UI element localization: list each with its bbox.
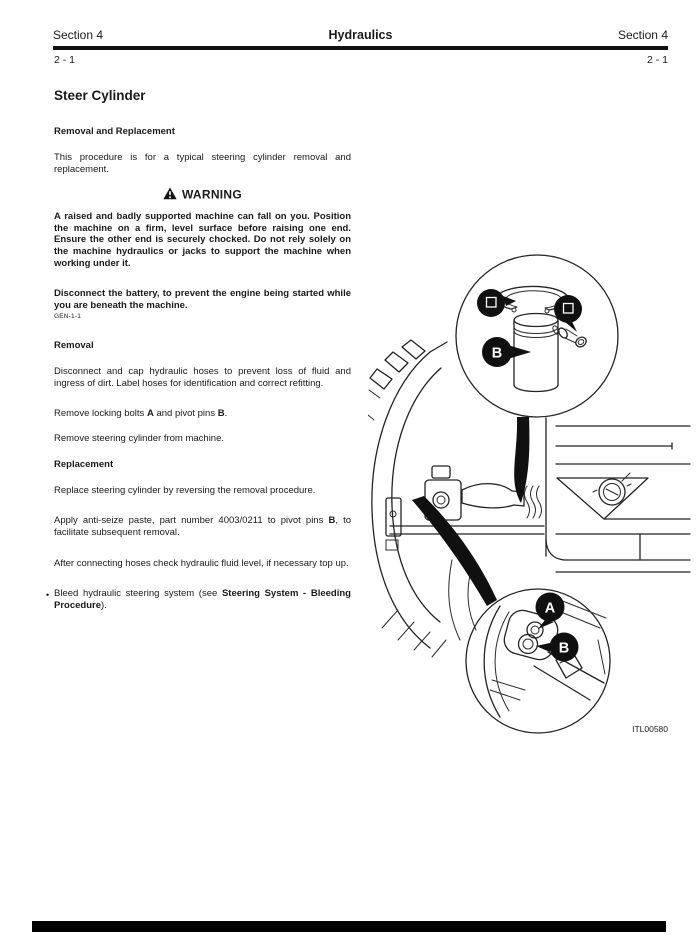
replacement-paragraph-3: After connecting hoses check hydraulic fluid level, if necessary top up. <box>54 557 349 569</box>
leader-swoosh-bottom <box>412 496 497 606</box>
callout-placeholder-balloon-left <box>477 289 516 317</box>
callout-b-top-balloon <box>482 337 531 367</box>
header-chapter-title: Hydraulics <box>328 28 393 42</box>
warning-paragraph-2: Disconnect the battery, to prevent the engine being started while you are beneath the machine. <box>54 288 351 312</box>
header-section-left: Section 4 <box>53 28 104 42</box>
text-segment: and pivot pins <box>153 408 218 420</box>
footer-rule <box>32 921 666 932</box>
header-rule <box>53 46 668 50</box>
page-number-row <box>53 54 668 67</box>
warning-reference-code: GEN-1-1 <box>54 312 82 320</box>
text-segment: Bleed hydraulic steering system (see <box>54 588 222 600</box>
heading-removal-and-replacement: Removal and Replacement <box>54 126 175 137</box>
header-section-right: Section 4 <box>617 28 668 42</box>
replacement-paragraph-1: Replace steering cylinder by reversing the removal procedure. <box>54 484 316 496</box>
page-number-left: 2 - 1 <box>54 54 76 66</box>
leader-swoosh-top <box>514 417 529 503</box>
steer-cylinder-illustration <box>368 250 693 745</box>
chassis-frame <box>546 418 690 572</box>
removal-paragraph-1: Disconnect and cap hydraulic hoses to prevent loss of fluid and ingress of dirt. Label hoses for identification and correct refitting. <box>54 365 351 389</box>
page-number-right: 2 - 1 <box>646 54 668 66</box>
warning-paragraph-1: A raised and badly supported machine can fall on you. Position the machine on a firm, level surface before raising one end. Ensure the other end is securely chocked. Do not rely solely on the machine hydraulics or jacks to support the machine when working under it. <box>54 210 351 269</box>
heading-removal: Removal <box>54 339 94 351</box>
text-segment: ). <box>101 600 107 612</box>
figure-code: ITL00580 <box>632 724 668 734</box>
callout-b-bottom-balloon <box>536 633 579 662</box>
callout-ref-a: A <box>146 408 154 420</box>
bullet-marker: • <box>46 590 50 601</box>
warning-triangle-icon <box>163 187 177 200</box>
intro-paragraph: This procedure is for a typical steering cylinder removal and replacement. <box>54 152 351 175</box>
warning-label: WARNING <box>181 187 243 202</box>
page-header <box>53 28 668 44</box>
replacement-paragraph-4 <box>46 588 351 612</box>
replacement-paragraph-2 <box>54 515 351 538</box>
text-segment: , to facilitate subsequent removal. <box>54 515 351 539</box>
callout-b-bottom-label: B <box>558 640 570 657</box>
cylinder-end-inset <box>466 589 610 733</box>
callout-ref-b: B <box>328 515 336 527</box>
text-segment: Remove locking bolts <box>54 408 147 420</box>
callout-b-top-label: B <box>491 345 503 362</box>
text-column <box>46 88 351 625</box>
removal-paragraph-2 <box>54 408 351 420</box>
pivot-pin-inset <box>456 255 618 417</box>
warning-heading <box>54 187 351 202</box>
text-segment: . <box>224 408 228 420</box>
callout-a-label: A <box>544 600 556 617</box>
page-title: Steer Cylinder <box>54 88 146 103</box>
cross-reference: Steering System - Bleeding Procedure <box>54 588 351 612</box>
text-segment: Apply anti-seize paste, part number 4003/0211 to pivot pins <box>54 515 329 527</box>
removal-paragraph-3: Remove steering cylinder from machine. <box>54 432 225 444</box>
heading-replacement: Replacement <box>54 458 114 470</box>
callout-ref-b: B <box>217 408 225 420</box>
